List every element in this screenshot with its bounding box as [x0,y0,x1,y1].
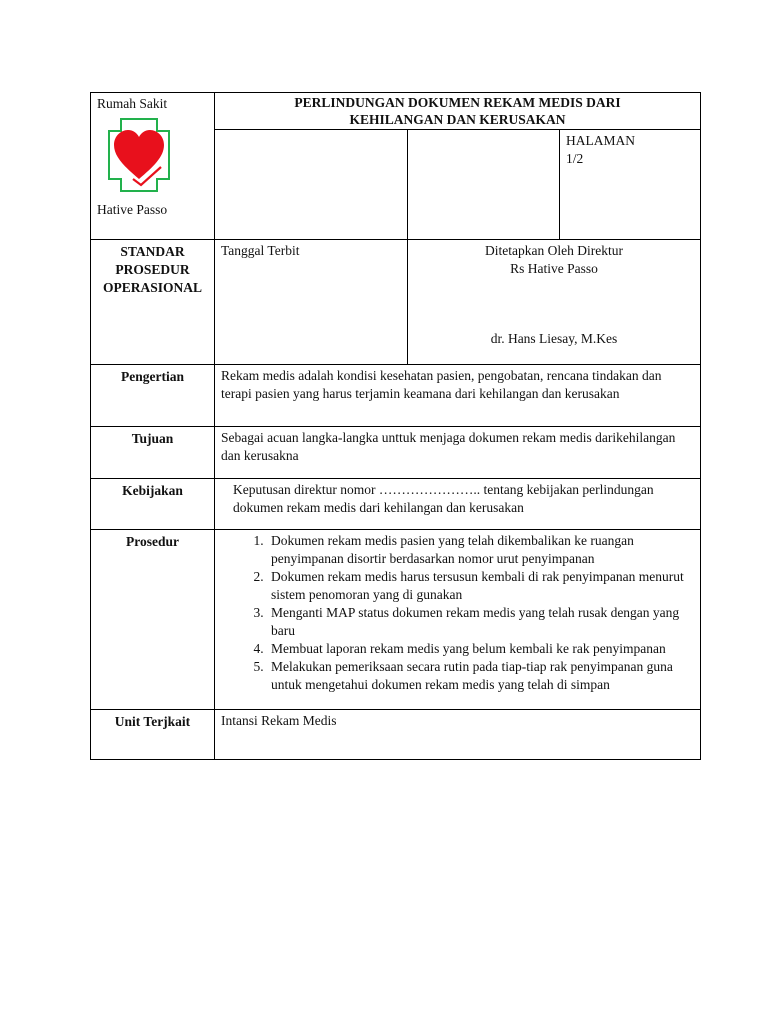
kebijakan-text: Keputusan direktur nomor ………………….. tentang kebijakan perlindungan dokumen rekam medis dari kehilangan dan kerusakan [215,479,701,530]
document-title-line2: KEHILANGAN DAN KERUSAKAN [349,112,566,127]
sop-label-line3: OPERASIONAL [102,280,202,295]
approval-line2: Rs Hative Passo [510,261,598,276]
pengertian-text: Rekam medis adalah kondisi kesehatan pasien, pengobatan, rencana tindakan dan terapi pasien yang harus terjamin keamana dari kehilangan dan kerusakan [215,365,701,427]
kebijakan-label: Kebijakan [91,479,215,530]
unit-label: Unit Terjkait [91,710,215,760]
heart-check-icon [107,117,171,193]
prosedur-label: Prosedur [91,530,215,710]
prosedur-list [221,532,694,694]
hospital-name: Hative Passo [97,202,168,217]
approval-line1: Ditetapkan Oleh Direktur [485,243,623,258]
issue-date-label: Tanggal Terbit [221,243,300,258]
issue-date-cell [215,240,408,365]
sop-label-line2: PROSEDUR [115,262,190,277]
unit-text: Intansi Rekam Medis [215,710,701,760]
list-item: 5. Melakukan pemeriksaan secara rutin pada tiap-tiap rak penyimpanan guna untuk mengetahui dokumen rekam medis yang telah di simpan [267,658,694,694]
tujuan-label: Tujuan [91,427,215,479]
prosedur-cell [215,530,701,710]
list-item: 3. Menganti MAP status dokumen rekam medis yang telah rusak dengan yang baru [267,604,694,640]
tujuan-text: Sebagai acuan langka-langka unttuk menjaga dokumen rekam medis darikehilangan dan kerusakna [215,427,701,479]
doc-number-cell [215,130,408,240]
list-item: 1. Dokumen rekam medis pasien yang telah dikembalikan ke ruangan penyimpanan disortir berdasarkan nomor urut penyimpanan [267,532,694,568]
page-value: 1/2 [566,151,584,166]
list-item: 2. Dokumen rekam medis harus tersusun kembali di rak penyimpanan menurut sistem penomoran yang di gunakan [267,568,694,604]
sop-label-line1: STANDAR [120,244,185,259]
hospital-label: Rumah Sakit [97,96,168,111]
list-item: 4. Membuat laporan rekam medis yang belum kembali ke rak penyimpanan [267,640,694,658]
document-title-line1: PERLINDUNGAN DOKUMEN REKAM MEDIS DARI [294,95,621,110]
approval-cell [408,240,701,365]
page-label: HALAMAN [566,133,635,148]
director-name: dr. Hans Liesay, M.Kes [490,331,618,346]
pengertian-label: Pengertian [91,365,215,427]
document-title [215,93,701,130]
page-cell [560,130,701,240]
sop-label [91,240,215,365]
signature-space [414,278,694,330]
sop-document-table [90,92,701,760]
hospital-logo-cell [91,93,215,240]
revision-cell [408,130,560,240]
